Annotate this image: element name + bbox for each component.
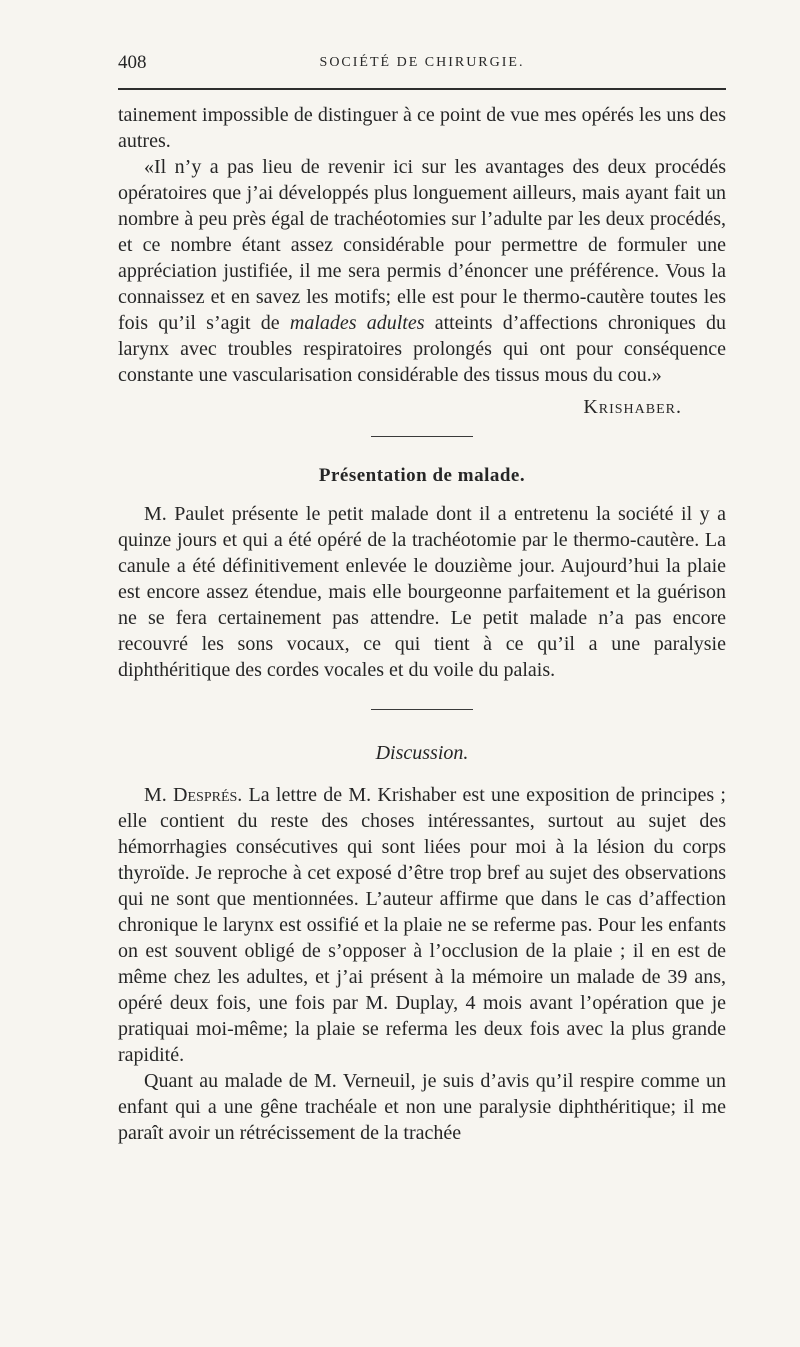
discussion-paragraph-2: Quant au malade de M. Verneuil, je suis d’avis qu’il respire comme un enfant qui a une gêne trachéale et non une paralysie diphthéritique; il me paraît avoir un rétrécissement de la trachée: [118, 1070, 726, 1144]
presentation-paragraph: M. Paulet présente le petit malade dont il a entretenu la société il y a quinze jours et qui a été opéré de la trachéotomie par le thermo-cautère. La canule a été définitivement enlevée le douzième jour. Aujourd’hui la plaie est encore assez étendue, mais elle bourgeonne parfaitement et la guérison ne se fera certainement pas attendre. Le petit malade n’a pas encore recouvré les sons vocaux, ce qui tient à ce qu’il a une paralysie diphthéritique des cordes vocales et du voile du palais.: [118, 503, 726, 681]
body-text: [118, 102, 726, 1146]
running-title: SOCIÉTÉ DE CHIRURGIE.: [319, 55, 525, 70]
discussion-text-1: La lettre de M. Krishaber est une exposition de principes ; elle contient du reste des choses intéressantes, surtout au sujet des hémorrhagies consécutives qui sont liées pour moi à la lésion du corps thyroïde. Je reproche à cet exposé d’être trop bref au sujet des observations qui ne sont que mentionnées. L’auteur affirme que dans le cas d’affection chronique le larynx est ossifié et la plaie ne se referme pas. Pour les enfants on est souvent obligé de s’opposer à l’occlusion de la plaie ; il en est de même chez les adultes, et j’ai présent à la mémoire un malade de 39 ans, opéré deux fois, une fois par M. Duplay, 4 mois avant l’opération que je pratiquai moi-même; la plaie se referma les deux fois avec la plus grande rapidité.: [118, 784, 726, 1066]
letter-emphasis: malades adultes: [289, 312, 425, 334]
page-number: 408: [118, 52, 147, 73]
discussion-paragraph-1: [118, 782, 726, 1068]
page-header: [118, 52, 726, 76]
section-divider: [371, 436, 473, 437]
letter-text-2: atteints d’affections chroniques du larynx avec troubles respiratoires prolongés qui ont pour conséquence constante une vascularisation considérable des tissus mous du cou.»: [118, 312, 726, 386]
continuation-paragraph: tainement impossible de distinguer à ce point de vue mes opérés les uns des autres.: [118, 104, 726, 152]
speaker-name: Després.: [173, 784, 243, 806]
signature: Krishaber.: [583, 396, 682, 418]
section-divider: [371, 709, 473, 710]
letter-paragraph: [118, 154, 726, 388]
letter-text-1: «Il n’y a pas lieu de revenir ici sur les avantages des deux procédés opératoires que j’ai développés plus longuement ailleurs, mais ayant fait un nombre à peu près égal de trachéotomies sur l’adulte par les deux procédés, et ce nombre étant assez considérable pour permettre de formuler une appréciation justifiée, il me sera permis d’énoncer une préférence. Vous la connaissez et en savez les motifs; elle est pour le thermo-cautère toutes les fois qu’il s’agit de: [118, 156, 726, 334]
speaker-prefix: M.: [144, 784, 174, 806]
section-heading-presentation: Présentation de malade.: [318, 465, 526, 486]
section-heading-discussion: Discussion.: [375, 742, 469, 764]
header-rule: [118, 88, 726, 90]
